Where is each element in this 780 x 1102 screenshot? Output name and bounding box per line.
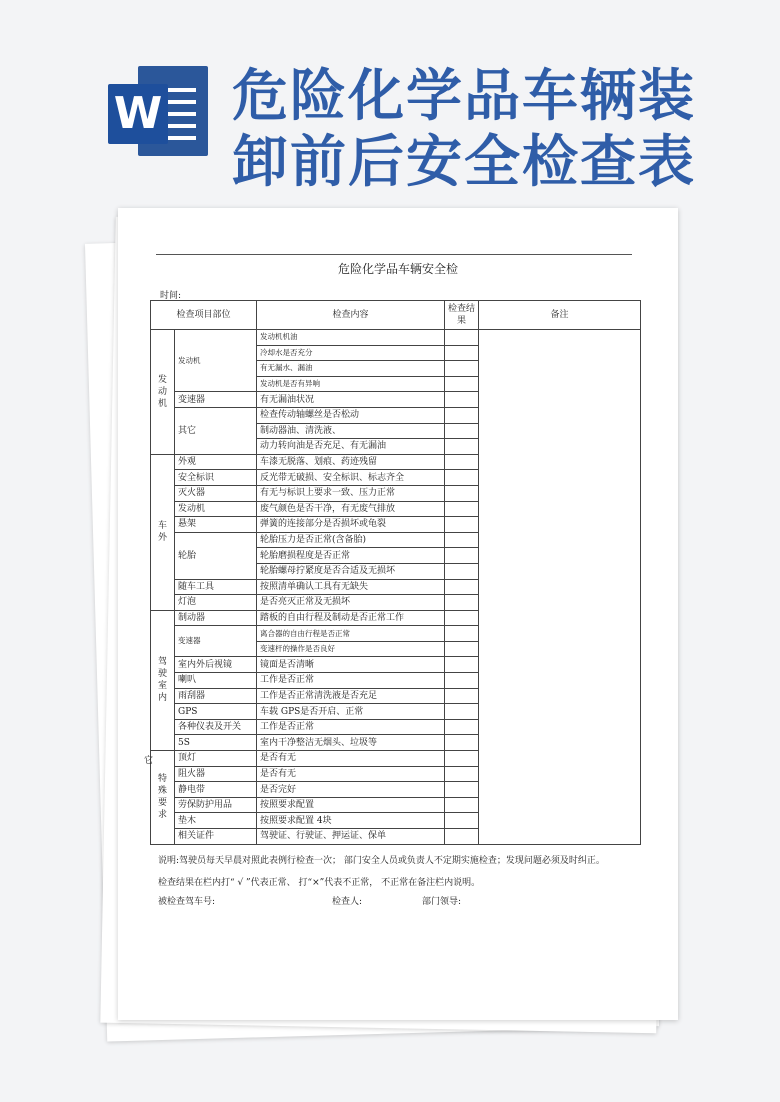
- category-cell: [151, 610, 175, 750]
- header-content: 检查内容: [257, 301, 445, 330]
- time-label: 时间:: [160, 291, 182, 301]
- result-cell[interactable]: [445, 813, 479, 829]
- content-cell: 反光带无破损、安全标识、标志齐全: [257, 470, 445, 486]
- content-cell: 发动机是否有异响: [257, 376, 445, 392]
- stray-character: 它: [144, 756, 154, 766]
- content-cell: 轮胎磨损程度是否正常: [257, 548, 445, 564]
- category-label: 驾驶室内: [157, 657, 167, 704]
- category-label: 发动机: [157, 374, 167, 409]
- content-cell: 变速杆的操作是否良好: [257, 641, 445, 657]
- part-cell: 劳保防护用品: [175, 797, 257, 813]
- content-cell: 镜面是否清晰: [257, 657, 445, 673]
- content-cell: 踏板的自由行程及制动是否正常工作: [257, 610, 445, 626]
- result-cell[interactable]: [445, 704, 479, 720]
- document-page: [118, 208, 678, 1020]
- part-cell: 变速器: [175, 392, 257, 408]
- part-cell: 室内外后视镜: [175, 657, 257, 673]
- content-cell: 按照要求配置 4块: [257, 813, 445, 829]
- banner: [0, 0, 780, 195]
- result-cell[interactable]: [445, 485, 479, 501]
- banner-title-line2: 卸前后安全检查表: [232, 130, 696, 195]
- category-cell: [151, 330, 175, 455]
- part-cell: 阻火器: [175, 766, 257, 782]
- word-letter: W: [108, 84, 168, 144]
- result-cell[interactable]: [445, 719, 479, 735]
- result-cell[interactable]: [445, 782, 479, 798]
- header-result: [445, 301, 479, 330]
- content-cell: 制动器油、清洗液、: [257, 423, 445, 439]
- part-cell: 喇叭: [175, 673, 257, 689]
- content-cell: 轮胎螺母拧紧度是否合适及无损坏: [257, 563, 445, 579]
- part-cell: 5S: [175, 735, 257, 751]
- result-cell[interactable]: [445, 657, 479, 673]
- part-cell: 顶灯: [175, 751, 257, 767]
- content-cell: 工作是否正常清洗液是否充足: [257, 688, 445, 704]
- part-cell: 其它: [175, 407, 257, 454]
- part-cell: 静电带: [175, 782, 257, 798]
- content-cell: 检查传动轴螺丝是否松动: [257, 407, 445, 423]
- result-cell[interactable]: [445, 470, 479, 486]
- part-cell: 轮胎: [175, 532, 257, 579]
- result-cell[interactable]: [445, 797, 479, 813]
- result-cell[interactable]: [445, 376, 479, 392]
- result-cell[interactable]: [445, 595, 479, 611]
- result-cell[interactable]: [445, 829, 479, 845]
- result-cell[interactable]: [445, 548, 479, 564]
- signature-leader: 部门领导:: [422, 897, 462, 907]
- signature-inspector: 检查人:: [332, 897, 363, 907]
- part-cell: 悬架: [175, 517, 257, 533]
- content-cell: 离合器的自由行程是否正常: [257, 626, 445, 642]
- part-cell: 随车工具: [175, 579, 257, 595]
- result-cell[interactable]: [445, 439, 479, 455]
- category-cell: [151, 751, 175, 845]
- content-cell: 工作是否正常: [257, 673, 445, 689]
- content-cell: 动力转向油是否充足、有无漏油: [257, 439, 445, 455]
- result-cell[interactable]: [445, 423, 479, 439]
- result-cell[interactable]: [445, 501, 479, 517]
- content-cell: 是否亮灭正常及无损坏: [257, 595, 445, 611]
- content-cell: 驾驶证、行驶证、押运证、保单: [257, 829, 445, 845]
- part-cell: 垫木: [175, 813, 257, 829]
- content-cell: 工作是否正常: [257, 719, 445, 735]
- result-cell[interactable]: [445, 579, 479, 595]
- header-result-text: 检查结果: [448, 304, 476, 326]
- content-cell: 车载 GPS是否开启、正常: [257, 704, 445, 720]
- content-cell: 有无漏水、漏油: [257, 361, 445, 377]
- part-cell: 各种仪表及开关: [175, 719, 257, 735]
- result-cell[interactable]: [445, 454, 479, 470]
- result-cell[interactable]: [445, 766, 479, 782]
- result-cell[interactable]: [445, 563, 479, 579]
- table-header-row: [151, 301, 641, 330]
- word-document-icon: [108, 66, 208, 156]
- result-cell[interactable]: [445, 532, 479, 548]
- result-cell[interactable]: [445, 626, 479, 642]
- result-cell[interactable]: [445, 345, 479, 361]
- result-cell[interactable]: [445, 641, 479, 657]
- header-rule: [156, 254, 632, 255]
- header-remark: 备注: [479, 301, 641, 330]
- content-cell: 车漆无脱落、划痕、药迹残留: [257, 454, 445, 470]
- part-cell: 相关证件: [175, 829, 257, 845]
- content-cell: 弹簧的连接部分是否损坏或龟裂: [257, 517, 445, 533]
- part-cell: 外观: [175, 454, 257, 470]
- result-cell[interactable]: [445, 361, 479, 377]
- content-cell: 废气颜色是否干净，有无废气排放: [257, 501, 445, 517]
- part-cell: GPS: [175, 704, 257, 720]
- note-instructions: 说明:驾驶员每天早晨对照此表例行检查一次； 部门安全人员或负责人不定期实施检查；发现问题必须及时纠正。: [158, 856, 605, 866]
- content-cell: 轮胎压力是否正常(含备胎): [257, 532, 445, 548]
- banner-title-line1: 危险化学品车辆装: [232, 64, 696, 129]
- category-label: 车外: [157, 521, 167, 544]
- content-cell: 有无漏油状况: [257, 392, 445, 408]
- part-cell: 安全标识: [175, 470, 257, 486]
- content-cell: 有无与标识上要求一致、压力正常: [257, 485, 445, 501]
- part-cell: 发动机: [175, 501, 257, 517]
- content-cell: 按照要求配置: [257, 797, 445, 813]
- content-cell: 是否有无: [257, 766, 445, 782]
- result-cell[interactable]: [445, 735, 479, 751]
- category-cell: [151, 454, 175, 610]
- part-cell: 灭火器: [175, 485, 257, 501]
- note-marking: 检查结果在栏内打“ √ ”代表正常、 打“×”代表不正常， 不正常在备注栏内说明。: [158, 878, 481, 888]
- category-label: 特殊要求: [157, 774, 167, 821]
- result-cell[interactable]: [445, 517, 479, 533]
- result-cell[interactable]: [445, 407, 479, 423]
- signature-driver: 被检查驾车号:: [158, 897, 216, 907]
- result-cell[interactable]: [445, 673, 479, 689]
- part-cell: 雨刮器: [175, 688, 257, 704]
- content-cell: 室内干净整洁无烟头、垃圾等: [257, 735, 445, 751]
- part-cell: 发动机: [175, 330, 257, 392]
- content-cell: 是否有无: [257, 751, 445, 767]
- content-cell: 按照清单确认工具有无缺失: [257, 579, 445, 595]
- result-cell[interactable]: [445, 610, 479, 626]
- part-cell: 制动器: [175, 610, 257, 626]
- inspection-table: [150, 300, 641, 845]
- table-row: [151, 330, 641, 346]
- part-cell: 灯泡: [175, 595, 257, 611]
- content-cell: 冷却水是否充分: [257, 345, 445, 361]
- part-cell: 变速器: [175, 626, 257, 657]
- result-cell[interactable]: [445, 330, 479, 346]
- remark-cell[interactable]: [479, 330, 641, 845]
- result-cell[interactable]: [445, 392, 479, 408]
- content-cell: 是否完好: [257, 782, 445, 798]
- result-cell[interactable]: [445, 688, 479, 704]
- form-title: 危险化学品车辆安全检: [337, 262, 458, 276]
- result-cell[interactable]: [445, 751, 479, 767]
- content-cell: 发动机机油: [257, 330, 445, 346]
- header-part: 检查项目部位: [151, 301, 257, 330]
